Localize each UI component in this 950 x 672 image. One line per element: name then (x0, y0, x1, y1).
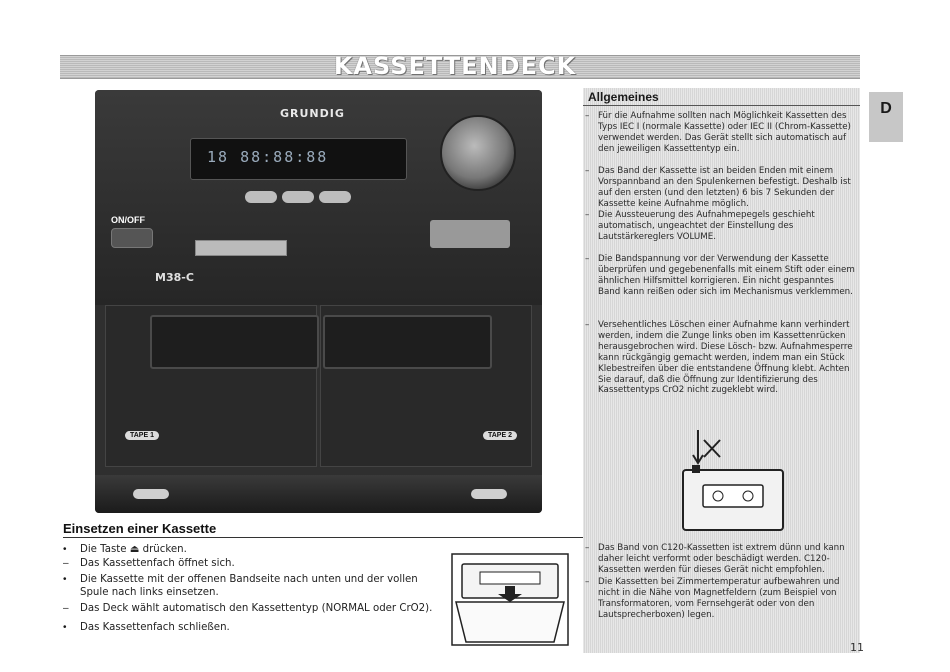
tape1-label: TAPE 1 (125, 431, 159, 440)
device-button-row (245, 190, 395, 204)
selector-row (195, 240, 287, 256)
device-button (282, 191, 314, 203)
general-paragraph: – Die Aussteuerung des Aufnahmepegels geschieht automatisch, ungeachtet der Einstellung des Lautstärkereglers VOLUME. (598, 210, 858, 243)
device-photo (95, 90, 542, 513)
cassette-compartment-illustration (450, 552, 570, 647)
section-tab-letter: D (880, 100, 892, 117)
device-display-digits: 18 88:88:88 (207, 148, 329, 166)
device-foot-left (133, 489, 169, 499)
step-marker: • (63, 622, 67, 633)
volume-knob (440, 115, 516, 191)
cassette-tab (692, 465, 700, 473)
general-paragraph: – Das Band von C120-Kassetten ist extrem dünn und kann daher leicht verformt oder beschädigt werden. C120-Kassetten werden für dieses Gerät nicht empfohlen. (598, 543, 858, 576)
device-model-label: M38-C (155, 271, 194, 284)
general-paragraph: – Für die Aufnahme sollten nach Möglichkeit Kassetten des Typs IEC I (normale Kassette) oder IEC II (Chrom-Kassette) verwendet werden. Das Gerät stellt sich automatisch auf den jeweiligen Kassettentyp ein. (598, 111, 858, 155)
compartment-door (456, 602, 564, 642)
insert-heading-rule (63, 537, 583, 538)
general-heading-rule (583, 105, 860, 106)
general-paragraph: – Versehentliches Löschen einer Aufnahme kann verhindert werden, indem die Zunge links oben im Kassettenrücken herausgebrochen wird. Diese Lösch- bzw. Aufnahmesperre kann rückgängig gemacht werden, indem man ein Stück Klebestreifen über die entstandene Öffnung klebt. Achten Sie darauf, daß die Öffnung zur Identifizierung des Kassettentyps CrO2 nicht zugeklebt wird. (598, 320, 858, 396)
cassette-window (480, 572, 540, 584)
cross-icon (704, 440, 720, 457)
step-marker: – (63, 558, 69, 569)
device-button (319, 191, 351, 203)
page-number: 11 (850, 641, 864, 654)
general-paragraph: – Die Bandspannung vor der Verwendung der Kassette überprüfen und gegebenenfalls mit einem Stift oder einem ähnlichen Hilfsmittel korrigieren. Ein nicht gespanntes Band kann reißen oder sich im Mechanismus verklemmen. (598, 254, 858, 298)
tape2-label: TAPE 2 (483, 431, 517, 440)
insert-heading: Einsetzen einer Kassette (63, 521, 217, 536)
insert-step: Das Kassettenfach schließen. (80, 622, 230, 633)
device-foot-right (471, 489, 507, 499)
tape-deck-2-window (323, 315, 492, 369)
step-marker: • (63, 574, 67, 585)
step-marker: • (63, 544, 67, 555)
front-panel-strip (430, 220, 510, 248)
insert-step: Die Kassette mit der offenen Bandseite nach unten und der vollen Spule nach links einsetzen. (80, 574, 418, 598)
page-title: KASSETTENDECK (333, 52, 577, 80)
cassette-tab-illustration (678, 425, 788, 535)
power-label: ON/OFF (111, 215, 145, 225)
general-paragraph: – Die Kassetten bei Zimmertemperatur aufbewahren und nicht in die Nähe von Magnetfeldern (zum Beispiel von Transformatoren, vom Fernsehgerät oder von den Lautsprecherboxen) legen. (598, 577, 858, 621)
device-brand-logo: GRUNDIG (280, 107, 345, 120)
general-heading: Allgemeines (588, 90, 659, 104)
step-marker: – (63, 603, 69, 614)
insert-step: Die Taste ⏏ drücken. (80, 544, 187, 555)
device-button (245, 191, 277, 203)
cassette-window (703, 485, 763, 507)
general-paragraph: – Das Band der Kassette ist an beiden Enden mit einem Vorspannband an den Spulenkernen befestigt. Deshalb ist auf den ersten (und den letzten) 6 bis 7 Sekunden der Kassette keine Aufnahme möglich. (598, 166, 858, 210)
insert-step: Das Kassettenfach öffnet sich. (80, 558, 235, 569)
power-button (111, 228, 153, 248)
tape-deck-1-window (150, 315, 319, 369)
insert-step: Das Deck wählt automatisch den Kassettentyp (NORMAL oder CrO2). (80, 603, 433, 614)
